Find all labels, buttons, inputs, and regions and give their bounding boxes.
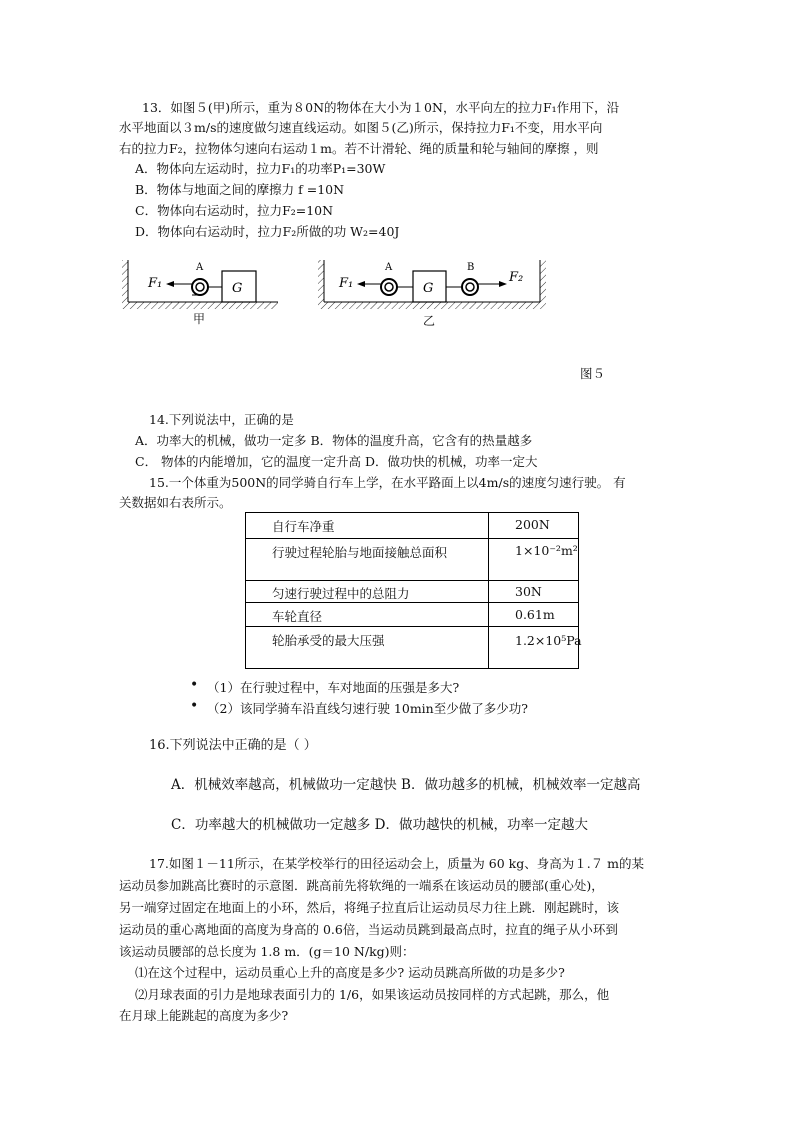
figure-5-diagram: [118, 250, 558, 330]
table-cell: 1×10⁻²m²: [489, 539, 579, 581]
table-cell: [489, 627, 582, 669]
q17-sub2-line2: 在月球上能跳起的高度为多少?: [119, 1008, 289, 1023]
table-cell: [246, 539, 489, 581]
label-yi: 乙: [423, 314, 436, 328]
label-a: A: [385, 262, 393, 273]
figure-caption: 图５: [580, 366, 606, 381]
table-cell: 0.61m: [489, 603, 579, 627]
q17-line4: 运动员的重心离地面的高度为身高的 0.6倍，当运动员跳到最高点时，拉直的绳子从小环到: [119, 922, 618, 937]
arrow-f1: [166, 281, 174, 287]
q17-line2: 运动员参加跳高比赛时的示意图．跳高前先将软绳的一端系在该运动员的腰部(重心处)，: [119, 878, 604, 893]
table-cell: 匀速行驶过程中的总阻力: [246, 581, 489, 603]
label-jia: 甲: [193, 312, 206, 326]
table-row: [246, 539, 579, 581]
wall-hatch-right: [540, 260, 546, 309]
q14-options-ab: A．功率大的机械，做功一定多 B．物体的温度升高，它含有的热量越多: [135, 433, 533, 448]
block-g-label: G: [232, 281, 243, 296]
label-f1: F₁: [339, 276, 354, 291]
table-cell: 轮胎承受的最大压强: [246, 627, 489, 669]
q15-line1: 15.一个体重为500N的同学骑自行车上学，在水平路面上以4m/s的速度匀速行驶。 有: [149, 475, 626, 490]
table-cell: 200N: [489, 513, 579, 539]
table-cell: 30N: [489, 581, 579, 603]
label-b: B: [467, 262, 475, 273]
q17-line3: 另一端穿过固定在地面上的小环，然后，将绳子拉直后让运动员尽力往上跳．刚起跳时，该: [119, 900, 620, 915]
table-cell-text: 1.2×10⁵Pa: [515, 633, 582, 648]
ground-hatch: [128, 302, 278, 309]
ground-hatch: [324, 302, 540, 309]
q15-line2: 关数据如右表所示。: [119, 495, 232, 510]
q13-option-c: C．物体向右运动时，拉力F₂=10N: [135, 203, 334, 218]
q17-sub2-line1: ⑵月球表面的引力是地球表面引力的 1/6，如果该运动员按同样的方式起跳，那么，他: [135, 987, 610, 1002]
q14-options-cd: C． 物体的内能增加，它的温度一定升高 D．做功快的机械，功率一定大: [135, 454, 538, 469]
q13-line1: 13．如图５(甲)所示，重为８0N的物体在大小为１0N，水平向左的拉力F₁作用下，沿: [142, 100, 620, 115]
q16-options-cd: C．功率越大的机械做功一定越多 D．做功越快的机械，功率一定越大: [171, 817, 588, 833]
q13-option-d: D．物体向右运动时，拉力F₂所做的功 W₂=40J: [135, 224, 400, 239]
table-row: [246, 603, 579, 627]
q16-options-ab: A．机械效率越高，机械做功一定越快 B．做功越多的机械，机械效率一定越高: [171, 777, 641, 793]
q16-stem: 16.下列说法中正确的是（ ）: [149, 738, 317, 753]
label-a: A: [196, 262, 204, 273]
q13-option-a: A．物体向左运动时，拉力F₁的功率P₁=30W: [135, 161, 386, 176]
table-cell: 自行车净重: [246, 513, 489, 539]
q15-sub2: • （2）该同学骑车沿直线匀速行驶 10min至少做了多少功?: [207, 699, 528, 717]
q15-sub1: • （1）在行驶过程中，车对地面的压强是多大?: [207, 678, 459, 696]
diagram-yi: [318, 260, 546, 309]
arrow-f1: [357, 281, 365, 287]
table-row: [246, 513, 579, 539]
block-g-label: G: [423, 281, 434, 296]
q17-sub1: ⑴在这个过程中，运动员重心上升的高度是多少? 运动员跳高所做的功是多少?: [135, 965, 565, 980]
table-row: [246, 581, 579, 603]
q13-line2: 水平地面以３m/s的速度做匀速直线运动。如图５(乙)所示，保持拉力F₁不变，用水平向: [119, 120, 603, 135]
q13-option-b: B．物体与地面之间的摩擦力 f =10N: [135, 182, 345, 197]
diagram-jia: [122, 260, 278, 309]
q17-line5: 该运动员腰部的总长度为 1.8 m．(g＝10 N/kg)则：: [119, 944, 415, 959]
q14-stem: 14.下列说法中，正确的是: [149, 412, 294, 427]
table-cell-text: 行驶过程轮胎与地面接触总面积: [272, 545, 448, 560]
q13-line3: 右的拉力F₂，拉物体匀速向右运动１m。若不计滑轮、绳的质量和轮与轴间的摩擦 ，则: [119, 141, 599, 156]
table-row: [246, 627, 579, 669]
label-f2: F₂: [509, 270, 524, 285]
label-f1: F₁: [148, 276, 163, 291]
arrow-f2: [499, 281, 507, 287]
wall-hatch: [122, 260, 128, 309]
q17-line1: 17.如图１－11所示，在某学校举行的田径运动会上，质量为 60 kg、身高为１.７ m的某: [149, 856, 645, 871]
bike-data-table: [245, 512, 582, 669]
table-cell: 车轮直径: [246, 603, 489, 627]
wall-hatch-left: [318, 260, 324, 309]
